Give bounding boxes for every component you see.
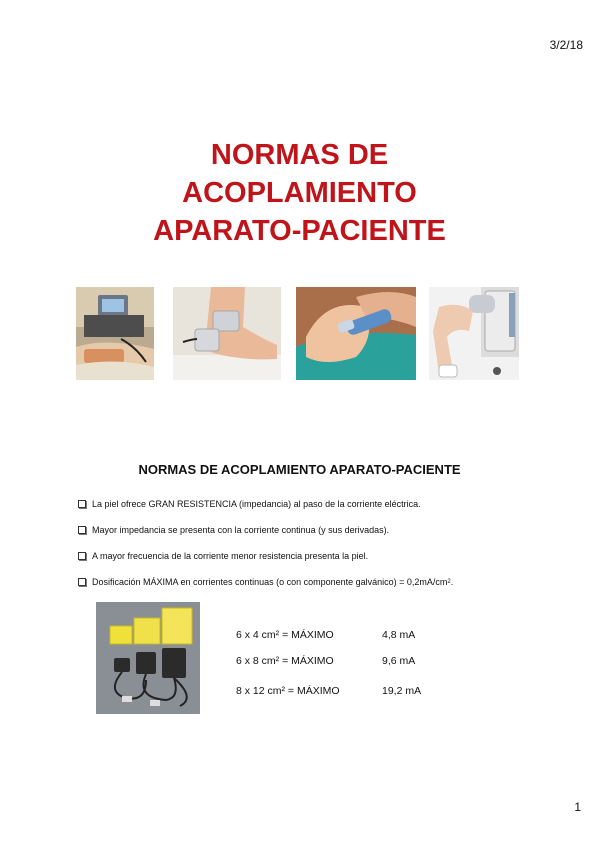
max-current: 9,6 mA xyxy=(382,655,416,667)
dosage-row xyxy=(236,654,421,668)
list-item: A mayor frecuencia de la corriente menor resistencia presenta la piel. xyxy=(78,550,578,562)
title-line-3: APARATO-PACIENTE xyxy=(153,215,446,247)
dosage-table xyxy=(236,628,421,698)
checkbox-bullet-icon xyxy=(78,578,86,586)
bullet-list xyxy=(78,498,578,602)
photo-electrode-pads xyxy=(96,602,200,714)
max-current: 4,8 mA xyxy=(382,629,416,641)
checkbox-bullet-icon xyxy=(78,552,86,560)
section-heading: NORMAS DE ACOPLAMIENTO APARATO-PACIENTE xyxy=(138,462,461,477)
dosage-row xyxy=(236,628,421,642)
electrode-size: 6 x 4 cm² = MÁXIMO xyxy=(236,629,334,641)
list-item: Mayor impedancia se presenta con la corriente continua (y sus derivadas). xyxy=(78,524,578,536)
photo-ultrasound-knee xyxy=(296,287,416,380)
list-item: Dosificación MÁXIMA en corrientes continuas (o con componente galvánico) = 0,2mA/cm 2 . xyxy=(78,576,578,588)
title-line-2: ACOPLAMIENTO xyxy=(182,177,417,209)
checkbox-bullet-icon xyxy=(78,500,86,508)
dosage-row xyxy=(236,684,421,698)
superscript: 2 xyxy=(447,579,451,585)
electrode-size: 8 x 12 cm² = MÁXIMO xyxy=(236,685,340,697)
list-item: La piel ofrece GRAN RESISTENCIA (impedancia) al paso de la corriente eléctrica. xyxy=(78,498,578,510)
photo-therapy-machine-leg xyxy=(429,287,519,380)
page-number: 1 xyxy=(574,800,581,814)
max-current: 19,2 mA xyxy=(382,685,422,697)
slide-date: 3/2/18 xyxy=(549,38,583,52)
checkbox-bullet-icon xyxy=(78,526,86,534)
title-line-1: NORMAS DE xyxy=(210,139,389,171)
photo-foot-electrodes xyxy=(173,287,281,380)
electrode-size: 6 x 8 cm² = MÁXIMO xyxy=(236,655,334,667)
slide-title xyxy=(0,136,599,250)
photo-electrotherapy-device xyxy=(76,287,154,380)
